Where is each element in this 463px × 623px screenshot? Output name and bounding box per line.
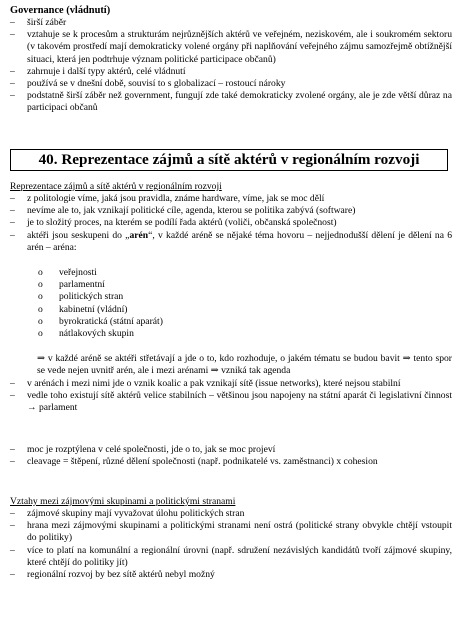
list-item-text: podstatně širší záběr než government, fungují zde také demokraticky zvolené orgány, ale je zde větší důraz na participaci občanů [27,90,452,114]
arena-item-text [27,230,452,253]
list-item [0,456,452,468]
list-item [0,520,452,544]
arena-item [38,279,163,291]
list-item [0,378,452,390]
circle-bullet: o [38,303,43,315]
list-item-text: vedle toho existují sítě aktérů velice stabilních – většinou jsou napojeny na státní aparát či legislativní činnost → parlament [27,390,452,414]
arena-label: kabinetní (vládní) [59,303,128,315]
dash-bullet: – [10,17,15,28]
circle-bullet: o [38,267,43,278]
list-item [0,29,452,66]
subheading-relations: Vztahy mezi zájmovými skupinami a politickými stranami [10,496,236,507]
list-item-text: v arénách i mezi nimi jde o vznik koalic a pak vznikají sítě (issue networks), které nejsou stabilní [27,378,401,389]
dash-bullet: – [10,569,15,581]
circle-bullet: o [38,291,43,303]
arena-item [38,316,163,328]
circle-bullet: o [38,315,43,327]
list-item [0,444,452,456]
governance-list [0,17,452,115]
list-item [0,193,452,205]
list-item-text: je to složitý proces, na kterém se podílí řada aktérů (voliči, občanská společnost) [27,217,337,229]
arena-item-post: “, v každé aréně se nějaké téma hovoru – nejjednodušší dělení je dělení na 6 arén – aréna: [27,229,452,253]
list-item [0,17,452,29]
list-item-text: regionální rozvoj by bez sítě aktérů nebyl možný [27,569,215,581]
subheading-representation: Reprezentace zájmů a sítě aktérů v regionálním rozvoji [10,181,222,192]
dash-bullet: – [10,390,15,402]
list-item-text: hrana mezi zájmovými skupinami a politickými stranami není ostrá (politické strany obvykle chtějí vstoupit do politiky) [27,520,452,544]
dash-bullet: – [10,520,15,532]
dash-bullet: – [10,508,15,519]
relations-list [0,508,452,581]
list-item [0,390,452,414]
arena-label: politických stran [59,291,124,303]
arena-label: byrokratická (státní aparát) [59,315,163,327]
networks-list [0,378,452,415]
list-item [0,508,452,520]
arena-item [38,267,163,279]
dash-bullet: – [10,29,15,41]
list-item [0,545,452,569]
dash-bullet: – [10,378,15,389]
dash-bullet: – [10,217,15,229]
section-heading: 40. Reprezentace zájmů a sítě aktérů v regionálním rozvoji [38,151,420,168]
arena-list [38,267,163,340]
list-item [0,205,452,217]
list-item-text: více to platí na komunální a regionální úrovni (např. sdružení nezávislých kandidátů tvoří zájmové skupiny, které chtějí do politiky jít) [27,544,452,568]
list-item-text: zájmové skupiny mají vyvažovat úlohu politických stran [27,508,245,519]
dash-bullet: – [10,90,15,102]
dash-bullet: – [10,78,15,90]
arena-item [38,304,163,316]
arena-label: veřejnosti [59,267,97,278]
arena-label: parlamentní [59,279,105,291]
list-item [0,78,452,90]
dash-bullet: – [10,456,15,468]
dash-bullet: – [10,444,15,455]
list-item-text: širší záběr [27,17,67,28]
representation-list [0,193,452,254]
governance-title: Governance (vládnutí) [10,5,111,16]
arrow-paragraph: ⇒ v každé aréně se aktéři střetávají a jde o to, kdo rozhoduje, o jakém tématu se budou bavit ⇒ tento spor se vede nejen uvnitř arén, ale i mezi arénami ⇒ vzniká tak agenda [37,353,452,377]
section-heading-box [10,149,448,171]
list-item [0,569,452,581]
arena-label: nátlakových skupin [59,328,134,340]
arena-item-pre: aktéři jsou seskupeni do „ [27,229,130,241]
power-list [0,444,452,468]
list-item [0,230,452,254]
list-item-text: nevíme ale to, jak vznikají politické cíle, agenda, kterou se politika zabývá (software) [27,205,356,217]
arena-item [38,291,163,303]
dash-bullet: – [10,229,15,241]
circle-bullet: o [38,279,43,291]
list-item-text: cleavage = štěpení, různé dělení společnosti (např. podnikatelé vs. zaměstnanci) x cohesion [27,456,378,468]
list-item-text: zahrnuje i další typy aktérů, celé vládnutí [27,65,186,77]
dash-bullet: – [10,544,15,556]
arena-item [38,328,163,340]
dash-bullet: – [10,65,15,77]
list-item-text: moc je rozptýlena v celé společnosti, jde o to, jak se moc projeví [27,444,276,455]
list-item-text: používá se v dnešní době, souvisí to s globalizací – rostoucí nároky [27,78,286,90]
list-item [0,90,452,114]
dash-bullet: – [10,193,15,204]
dash-bullet: – [10,205,15,217]
list-item [0,66,452,78]
circle-bullet: o [38,328,43,340]
list-item-text: vztahuje se k procesům a strukturám nejrůznějších aktérů ve veřejném, neziskovém, ale i soukromém sektoru (v takovém prostředí mají demokraticky volené orgány při naplňování veřejného zájmu samozřejmě obtížnější situaci, která jen podtrhuje význam politické participace občanů) [27,29,452,65]
list-item [0,217,452,229]
list-item-text: z politologie víme, jaká jsou pravidla, známe hardware, víme, jak se moc dělí [27,193,325,204]
arena-item-bold: arén [129,229,149,241]
